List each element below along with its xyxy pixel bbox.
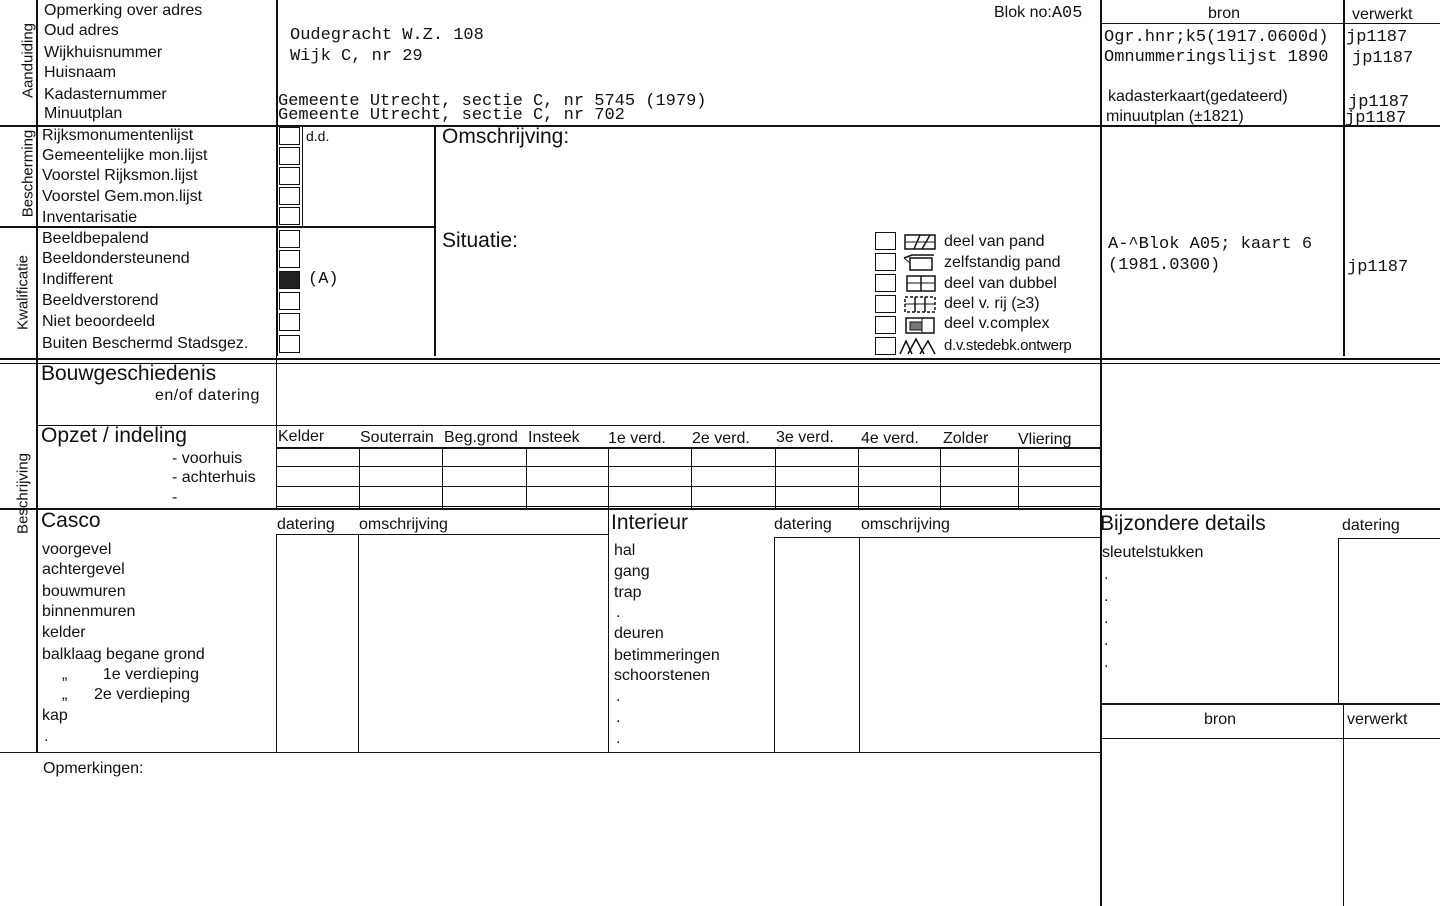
source-bron-1: Ogr.hnr;k5(1917.0600d) — [1104, 28, 1329, 47]
value-minuutplan: Gemeente Utrecht, sectie C, nr 702 — [278, 106, 625, 125]
bijzondere-item-blank-1: . — [1104, 566, 1109, 583]
bottom-header-verwerkt: verwerkt — [1347, 711, 1408, 728]
situatie-option-deel-v-rij: deel v. rij (≥3) — [944, 295, 1040, 312]
deel-v-rij-icon — [902, 295, 936, 313]
bijzondere-item-blank-4: . — [1104, 632, 1109, 649]
field-label-gemeentelijke-monlijst: Gemeentelijke mon.lijst — [42, 147, 208, 164]
casco-item-achtergevel: achtergevel — [42, 561, 125, 578]
kwalificatie-source-verwerkt: jp1187 — [1347, 258, 1409, 277]
deel-van-pand-icon — [902, 232, 936, 250]
value-wijkhuisnummer: Wijk C, nr 29 — [290, 47, 423, 66]
bouwgeschiedenis-subheading: en/of datering — [155, 387, 260, 404]
bouwgeschiedenis-heading: Bouwgeschiedenis — [41, 362, 217, 385]
interieur-item-blank-4: . — [616, 730, 621, 747]
field-label-beeldverstorend: Beeldverstorend — [42, 292, 159, 309]
checkbox-deel-v-complex[interactable] — [875, 316, 896, 334]
interieur-item-schoorstenen: schoorstenen — [614, 667, 711, 684]
interieur-item-blank-1: . — [616, 604, 621, 621]
situatie-label: Situatie: — [442, 229, 518, 252]
checkbox-inventarisatie[interactable] — [279, 207, 300, 225]
zelfstandig-pand-icon — [902, 253, 936, 271]
floor-col-1e-verd: 1e verd. — [608, 430, 666, 447]
field-label-minuutplan: Minuutplan — [44, 105, 123, 122]
interieur-datering-header: datering — [774, 516, 832, 533]
field-label-oud-adres: Oud adres — [44, 22, 119, 39]
value-kadasternummer: Gemeente Utrecht, sectie C, nr 5745 (1979) — [278, 92, 707, 111]
casco-item-kap: kap — [42, 707, 68, 724]
casco-item-kelder: kelder — [42, 624, 86, 641]
floor-col-3e-verd: 3e verd. — [776, 429, 834, 446]
blok-number — [994, 4, 1082, 23]
situatie-option-stedebk-ontwerp: d.v.stedebk.ontwerp — [944, 337, 1072, 354]
deel-van-dubbel-icon — [902, 274, 936, 292]
kwalificatie-source-bron-1: A-^Blok A05; kaart 6 — [1108, 235, 1313, 254]
section-label-beschrijving: Beschrijving — [14, 453, 32, 534]
casco-datering-header: datering — [277, 516, 335, 533]
field-label-rijksmonumentenlijst: Rijksmonumentenlijst — [42, 127, 194, 144]
kwalificatie-source-bron-2: (1981.0300) — [1108, 256, 1221, 275]
checkbox-buiten-beschermd[interactable] — [279, 335, 300, 353]
interieur-omschrijving-header: omschrijving — [861, 516, 950, 533]
header-bron: bron — [1208, 5, 1241, 22]
interieur-item-gang: gang — [614, 563, 650, 580]
field-label-beeldondersteunend: Beeldondersteunend — [42, 250, 190, 267]
checkbox-deel-van-pand[interactable] — [875, 232, 896, 250]
situatie-option-zelfstandig-pand: zelfstandig pand — [944, 254, 1061, 271]
opzet-indeling-heading: Opzet / indeling — [41, 424, 187, 447]
bottom-header-bron: bron — [1204, 711, 1237, 728]
checkbox-beeldverstorend[interactable] — [279, 292, 300, 310]
bijzondere-details-heading: Bijzondere details — [1100, 512, 1266, 535]
casco-item-voorgevel: voorgevel — [42, 541, 112, 558]
source-verwerkt-1: jp1187 — [1346, 28, 1408, 47]
indifferent-note: (A) — [308, 270, 339, 289]
bijzondere-item-blank-5: . — [1104, 654, 1109, 671]
situatie-option-deel-van-dubbel: deel van dubbel — [944, 275, 1057, 292]
value-oud-adres: Oudegracht W.Z. 108 — [290, 26, 484, 45]
checkbox-deel-van-dubbel[interactable] — [875, 274, 896, 292]
casco-item-1e-verdieping: „ 1e verdieping — [62, 666, 199, 683]
casco-item-blank: . — [44, 728, 49, 745]
floor-col-zolder: Zolder — [943, 430, 989, 447]
situatie-option-deel-van-pand: deel van pand — [944, 233, 1045, 250]
stedebk-ontwerp-icon — [898, 337, 932, 355]
deel-v-complex-icon — [902, 316, 936, 334]
checkbox-gemeentelijke-monlijst[interactable] — [279, 147, 300, 165]
field-label-kadasternummer: Kadasternummer — [44, 86, 167, 103]
checkbox-voorstel-gemmon[interactable] — [279, 187, 300, 205]
casco-item-balklaag: balklaag begane grond — [42, 646, 205, 663]
floor-col-2e-verd: 2e verd. — [692, 430, 750, 447]
field-label-indifferent: Indifferent — [42, 271, 113, 288]
floor-col-souterrain: Souterrain — [360, 429, 434, 446]
opzet-row-achterhuis: - achterhuis — [172, 469, 256, 486]
interieur-item-betimmeringen: betimmeringen — [614, 647, 720, 664]
floor-col-beg-grond: Beg.grond — [444, 429, 518, 446]
section-label-bescherming: Bescherming — [19, 129, 37, 218]
floor-col-vliering: Vliering — [1018, 431, 1072, 448]
casco-heading: Casco — [41, 509, 101, 532]
source-bron-2: Omnummeringslijst 1890 — [1104, 48, 1329, 67]
casco-item-binnenmuren: binnenmuren — [42, 603, 136, 620]
interieur-item-hal: hal — [614, 542, 636, 559]
field-label-voorstel-gemmon: Voorstel Gem.mon.lijst — [42, 188, 203, 205]
bijzondere-item-blank-3: . — [1104, 610, 1109, 627]
interieur-item-deuren: deuren — [614, 625, 664, 642]
interieur-item-blank-3: . — [616, 709, 621, 726]
source-bron-4: minuutplan (±1821) — [1106, 108, 1244, 125]
field-label-niet-beoordeeld: Niet beoordeeld — [42, 313, 155, 330]
interieur-heading: Interieur — [611, 511, 689, 534]
bijzondere-item-blank-2: . — [1104, 588, 1109, 605]
floor-col-kelder: Kelder — [278, 428, 325, 445]
field-label-buiten-beschermd: Buiten Beschermd Stadsgez. — [42, 335, 249, 352]
source-verwerkt-4: jp1187 — [1345, 109, 1407, 128]
section-label-kwalificatie: Kwalificatie — [14, 254, 32, 331]
header-verwerkt: verwerkt — [1352, 6, 1413, 23]
casco-omschrijving-header: omschrijving — [359, 516, 448, 533]
checkbox-stedebk-ontwerp[interactable] — [875, 337, 896, 355]
opzet-row-voorhuis: - voorhuis — [172, 450, 243, 467]
interieur-item-trap: trap — [614, 584, 642, 601]
checkbox-rijksmonumentenlijst[interactable] — [279, 127, 300, 145]
field-label-voorstel-rijksmon: Voorstel Rijksmon.lijst — [42, 167, 198, 184]
opzet-row-blank: - — [172, 489, 178, 506]
field-label-wijkhuisnummer: Wijkhuisnummer — [44, 44, 163, 61]
blok-label: Blok no: — [994, 4, 1052, 21]
bijzondere-datering-header: datering — [1342, 517, 1400, 534]
casco-item-bouwmuren: bouwmuren — [42, 583, 126, 600]
field-label-opmerking-adres: Opmerking over adres — [44, 2, 203, 19]
interieur-item-blank-2: . — [616, 688, 621, 705]
source-verwerkt-3: jp1187 — [1348, 93, 1410, 112]
field-label-inventarisatie: Inventarisatie — [42, 209, 138, 226]
casco-item-2e-verdieping: „ 2e verdieping — [62, 686, 191, 703]
omschrijving-label: Omschrijving: — [442, 125, 570, 148]
source-verwerkt-2: jp1187 — [1352, 49, 1414, 68]
floor-col-4e-verd: 4e verd. — [861, 430, 919, 447]
blok-value: A05 — [1051, 4, 1083, 23]
floor-col-insteek: Insteek — [528, 429, 580, 446]
checkbox-beeldondersteunend[interactable] — [279, 250, 300, 268]
checkbox-niet-beoordeeld[interactable] — [279, 313, 300, 331]
section-label-aanduiding: Aanduiding — [19, 22, 37, 99]
dd-label: d.d. — [306, 128, 330, 144]
checkbox-beeldbepalend[interactable] — [279, 230, 300, 248]
checkbox-deel-v-rij[interactable] — [875, 295, 896, 313]
source-bron-3: kadasterkaart(gedateerd) — [1108, 88, 1288, 105]
checkbox-zelfstandig-pand[interactable] — [875, 253, 896, 271]
checkbox-voorstel-rijksmon[interactable] — [279, 167, 300, 185]
field-label-huisnaam: Huisnaam — [44, 64, 117, 81]
opmerkingen-label: Opmerkingen: — [43, 760, 144, 777]
situatie-option-deel-v-complex: deel v.complex — [944, 315, 1050, 332]
checkbox-indifferent-checked[interactable] — [279, 271, 300, 289]
field-label-beeldbepalend: Beeldbepalend — [42, 230, 149, 247]
bijzondere-item-sleutelstukken: sleutelstukken — [1102, 544, 1204, 561]
